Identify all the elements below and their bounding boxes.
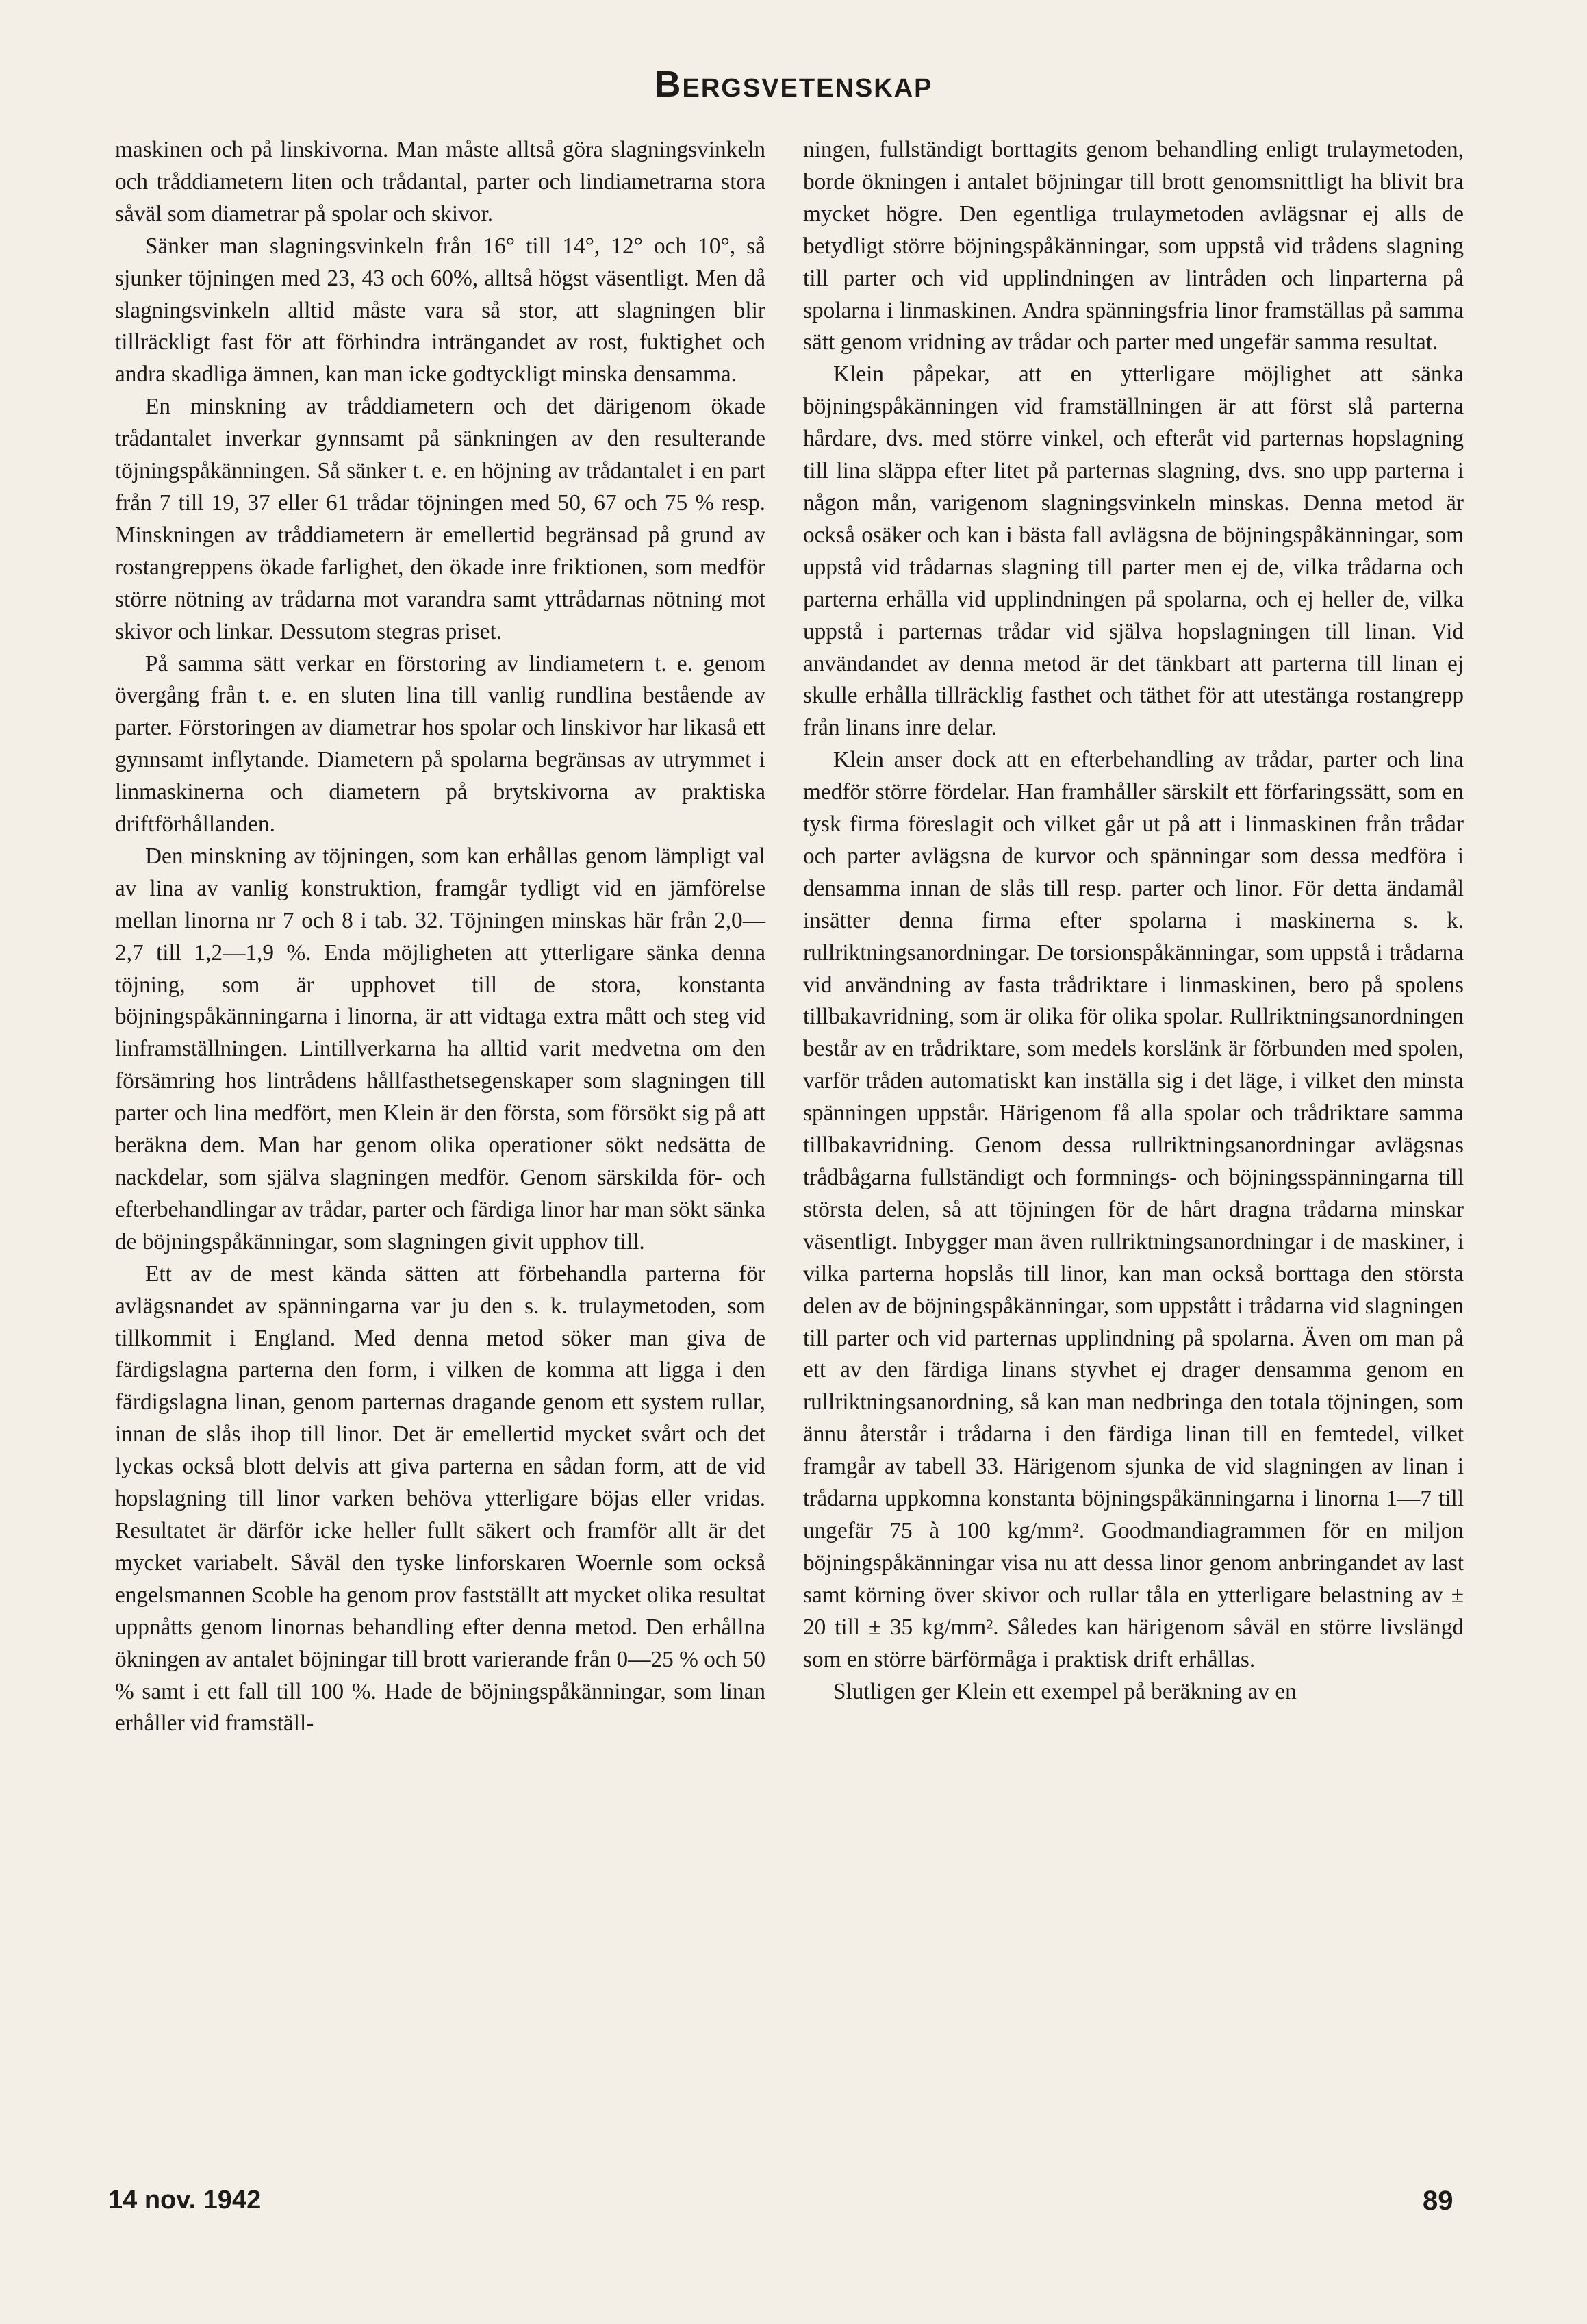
paragraph: maskinen och på linskivorna. Man måste alltså göra slagningsvinkeln och tråddiametern liten och trådantal, parter och lindiametrarna stora såväl som diametrar på spolar och skivor.	[115, 137, 765, 227]
paragraph: Ett av de mest kända sätten att förbehandla parterna för avlägsnandet av spänningarna var ju den s. k. trulaymetoden, som tillkommit i England. Med denna metod söker man giva de färdigslagna parterna den form, i vilken de komma att ligga i den färdigslagna linan, genom parternas dragande genom ett system rullar, innan de slås ihop till linor. Det är emellertid mycket svårt och det lyckas också blott delvis att giva parterna en sådan form, att de vid hopslagning till linor varken behöva ytterligare böjas eller vridas. Resultatet är därför icke heller fullt säkert och framför allt är det mycket variabelt. Såväl den tyske linforskaren Woernle som också engelsmannen Scoble ha genom prov fastställt att mycket olika resultat uppnåtts genom linornas behandling efter denna metod. Den erhållna ökningen av antalet böjningar till brott varierande från 0—25 % och 50 % samt i ett fall till 100 %. Hade de böjningspåkänningar, som linan erhåller vid framställ-	[115, 1261, 765, 1736]
paragraph: Sänker man slagningsvinkeln från 16° till 14°, 12° och 10°, så sjunker töjningen med 23, 43 och 60%, alltså högst väsentligt. Men då slagningsvinkeln alltid måste vara så stor, att slagningen blir tillräckligt fast för att förhindra inträngandet av rost, fuktighet och andra skadliga ämnen, kan man icke godtyckligt minska densamma.	[115, 233, 765, 388]
paragraph: Klein anser dock att en efterbehandling av trådar, parter och lina medför större fördelar. Han framhåller särskilt ett förfaringssätt, som en tysk firma föreslagit och vilket går ut på att i linmaskinen från trådar och parter avlägsna de kurvor och spänningar som dessa medföra i densamma innan de slås till resp. parter och linor. För detta ändamål insätter denna firma efter spolarna i maskinerna s. k. rullriktningsanordningar. De torsionspåkänningar, som uppstå i trådarna vid användning av fasta trådriktare i linmaskinen, bero på spolens tillbakavridning, som är olika för olika spolar. Rullriktningsanordningen består av en trådriktare, som medels korslänk är förbunden med spolen, varför tråden automatiskt kan inställa sig i det läge, i vilket den minsta spänningen uppstår. Härigenom få alla spolar och trådriktare samma tillbakavridning. Genom dessa rullriktningsanordningar avlägsnas trådbågarna fullständigt och formnings- och böjningsspänningarna till största delen, så att töjningen för de hårt dragna trådarna minskar väsentligt. Inbygger man även rullriktningsanordningar i de maskiner, i vilka parterna hopslås till linor, kan man också borttaga den största delen av de böjningspåkänningar, som uppstått i trådarna vid slagningen till parter och vid parternas upplindning på spolarna. Även om man på ett av den färdiga linans styvhet ej drager densamma genom en rullriktningsanordning, så kan man nedbringa den totala töjningen, som ännu återstår i trådarna i den färdiga linan till en femtedel, vilket framgår av tabell 33. Härigenom sjunka de vid slagningen av linan i trådarna uppkomna konstanta böjningspåkänningarna i linorna 1—7 till ungefär 75 à 100 kg/mm². Goodmandiagrammen för en miljon böjningspåkänningar visa nu att dessa linor genom anbringandet av last samt körning över skivor och rullar tåla en ytterligare belastning av ± 20 till ± 35 kg/mm². Således kan härigenom såväl en större livslängd som en större bärförmåga i praktisk drift erhållas.	[803, 747, 1464, 1672]
paragraph: Slutligen ger Klein ett exempel på beräkning av en	[833, 1678, 1297, 1704]
paragraph: Klein påpekar, att en ytterligare möjlighet att sänka böjningspåkänningen vid framställningen är att först slå parterna hårdare, dvs. med större vinkel, och efteråt vid parternas hopslagning till lina släppa efter litet på parternas slagning, dvs. sno upp parterna i någon mån, varigenom slagningsvinkeln minskas. Denna metod är också osäker och kan i bästa fall avlägsna de böjningspåkänningar, som uppstå vid trådarnas slagning till parter men ej de, vilka trådarna och parterna erhålla vid upplindningen på spolarna, och ej heller de, vilka uppstå i parternas trådar vid själva hopslagningen till linan. Vid användandet av denna metod är det tänkbart att parterna till linan ej skulle erhålla tillräcklig fasthet och täthet för att utestänga rostangrepp från linans inre delar.	[803, 362, 1464, 741]
page-header: Bergsvetenskap	[654, 64, 933, 105]
paragraph: En minskning av tråddiametern och det därigenom ökade trådantalet inverkar gynnsamt på sänkningen av den resulterande töjningspåkänningen. Så sänker t. e. en höjning av trådantalet i en part från 7 till 19, 37 eller 61 trådar töjningen med 50, 67 och 75 % resp. Minskningen av tråddiametern är emellertid begränsad på grund av rostangreppens ökade farlighet, den ökade inre friktionen, som medför större nötning av trådarna mot varandra samt yttrådarnas nötning mot skivor och linkar. Dessutom stegras priset.	[115, 394, 765, 644]
paragraph: På samma sätt verkar en förstoring av lindiametern t. e. genom övergång från t. e. en sluten lina till vanlig rundlina bestående av parter. Förstoringen av diametrar hos spolar och linskivor har likaså ett gynnsamt inflytande. Diametern på spolarna begränsas av utrymmet i linmaskinerna och diametern på brytskivorna av praktiska driftförhållanden.	[115, 651, 765, 837]
issue-date: 14 nov. 1942	[108, 2186, 262, 2214]
paragraph: Den minskning av töjningen, som kan erhållas genom lämpligt val av lina av vanlig konstruktion, framgår tydligt vid en jämförelse mellan linorna nr 7 och 8 i tab. 32. Töjningen minskas här från 2,0—2,7 till 1,2—1,9 %. Enda möjligheten att ytterligare sänka denna töjning, som är upphovet till de stora, konstanta böjningspåkänningarna i linorna, är att vidtaga extra mått och steg vid linframställningen. Lintillverkarna ha alltid varit medvetna om den försämring hos lintrådens hållfasthetsegenskaper som slagningen till parter och lina medfört, men Klein är den första, som försökt sig på att beräkna dem. Man har genom olika operationer sökt nedsätta de nackdelar, som själva slagningen medför. Genom särskilda för- och efterbehandlingar av trådar, parter och färdiga linor har man sökt sänka de böjningspåkänningar, som slagningen givit upphov till.	[115, 843, 765, 1254]
page-number: 89	[1423, 2186, 1453, 2216]
paragraph: ningen, fullständigt borttagits genom behandling enligt trulaymetoden, borde ökningen i antalet böjningar till brott genomsnittligt ha blivit bra mycket högre. Den egentliga trulaymetoden avlägsnar ej alls de betydligt större böjningspåkänningar, som uppstå vid trådens slagning till parter och vid upplindningen av lintråden och linparterna på spolarna i linmaskinen. Andra spänningsfria linor framställas på samma sätt genom vridning av trådar och parter med ungefär samma resultat.	[803, 137, 1464, 355]
left-column	[115, 134, 765, 2188]
right-column	[803, 134, 1464, 2188]
